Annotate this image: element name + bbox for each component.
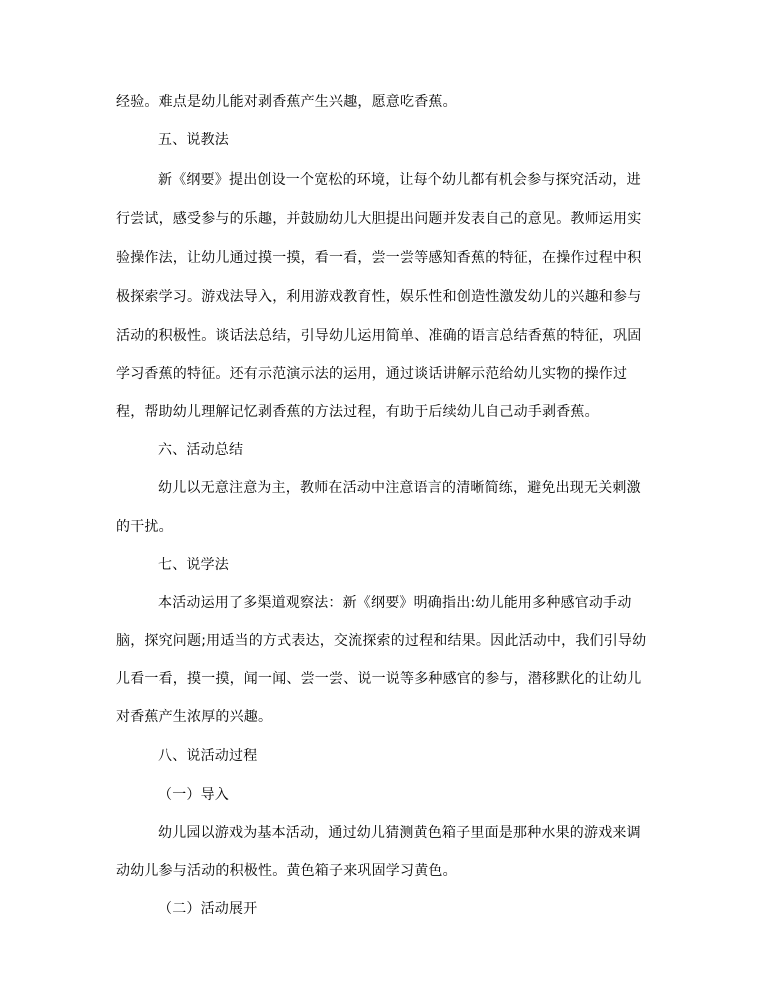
section-heading: 五、说教法 (158, 132, 229, 148)
body-text-line: 极探索学习。游戏法导入，利用游戏教育性，娱乐性和创造性激发幼儿的兴趣和参与 (116, 289, 642, 305)
body-text-line: 活动的积极性。谈话法总结，引导幼儿运用简单、准确的语言总结香蕉的特征，巩固 (116, 328, 642, 344)
body-text-line: 程，帮助幼儿理解记忆剥香蕉的方法过程，有助于后续幼儿自己动手剥香蕉。 (116, 404, 599, 420)
body-text-line: 儿看一看，摸一摸，闻一闻、尝一尝、说一说等多种感官的参与，潜移默化的让幼儿 (116, 671, 642, 687)
body-text-line: 学习香蕉的特征。还有示范演示法的运用，通过谈话讲解示范给幼儿实物的操作过 (116, 366, 628, 382)
body-text-line: 幼儿园以游戏为基本活动，通过幼儿猜测黄色箱子里面是那种水果的游戏来调 (158, 825, 641, 841)
body-text-line: 幼儿以无意注意为主，教师在活动中注意语言的清晰简练，避免出现无关刺激 (158, 480, 641, 496)
section-heading: 七、说学法 (158, 557, 229, 573)
body-text-line: 脑，探究问题;用适当的方式表达，交流探索的过程和结果。因此活动中，我们引导幼 (116, 633, 647, 649)
section-heading: 六、活动总结 (158, 442, 244, 458)
body-text-line: 经验。难点是幼儿能对剥香蕉产生兴趣，愿意吃香蕉。 (116, 94, 457, 110)
subsection-heading: （一）导入 (158, 787, 229, 803)
section-heading: 八、说活动过程 (158, 748, 258, 764)
body-text-line: 对香蕉产生浓厚的兴趣。 (116, 709, 273, 725)
body-text-line: 本活动运用了多渠道观察法：新《纲要》明确指出:幼儿能用多种感官动手动 (158, 595, 632, 611)
body-text-line: 行尝试，感受参与的乐趣，并鼓励幼儿大胆提出问题并发表自己的意见。教师运用实 (116, 211, 642, 227)
subsection-heading: （二）活动展开 (158, 901, 258, 917)
body-text-line: 验操作法，让幼儿通过摸一摸，看一看，尝一尝等感知香蕉的特征，在操作过程中积 (116, 250, 642, 266)
body-text-line: 动幼儿参与活动的积极性。黄色箱子来巩固学习黄色。 (116, 863, 457, 879)
body-text-line: 新《纲要》提出创设一个宽松的环境，让每个幼儿都有机会参与探究活动，进 (158, 172, 641, 188)
body-text-line: 的干扰。 (116, 519, 173, 535)
